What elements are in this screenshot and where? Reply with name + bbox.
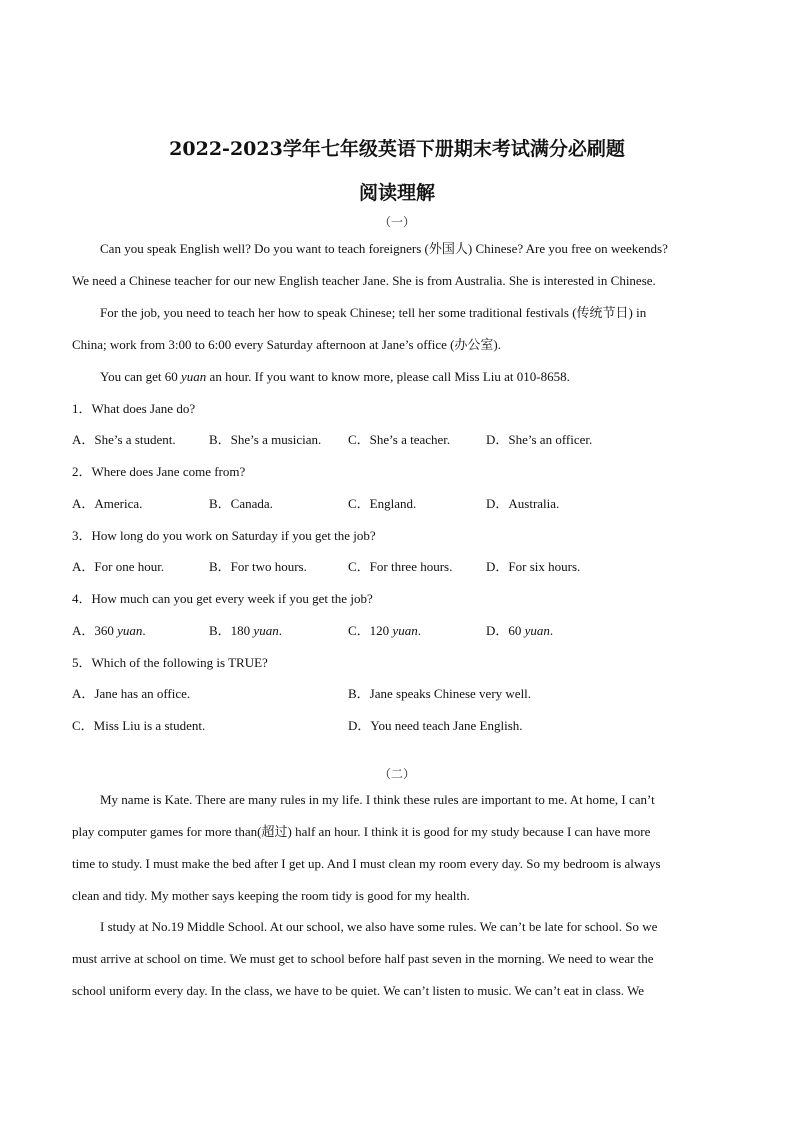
passage-2-line: clean and tidy. My mother says keeping the room tidy is good for my health.	[72, 888, 470, 903]
document-subtitle: 阅读理解	[358, 182, 435, 204]
question-4: 4．How much can you get every week if you get the job?	[72, 591, 373, 606]
passage-1-line: China; work from 3:00 to 6:00 every Saturday afternoon at Jane’s office (办公室).	[72, 337, 502, 352]
q5-option-c[interactable]: C．Miss Liu is a student.	[72, 718, 206, 733]
question-5: 5．Which of the following is TRUE?	[72, 655, 268, 670]
q3-option-c[interactable]: C．For three hours.	[348, 559, 453, 574]
passage-2-line: must arrive at school on time. We must get to school before half past seven in the morning. We need to wear the	[72, 951, 654, 966]
q5-option-b[interactable]: B．Jane speaks Chinese very well.	[348, 686, 532, 701]
q5-option-d[interactable]: D．You need teach Jane English.	[348, 718, 523, 733]
q2-option-b[interactable]: B．Canada.	[209, 496, 273, 511]
q4-option-d[interactable]: D．60 yuan.	[486, 623, 554, 638]
q2-option-d[interactable]: D．Australia.	[486, 496, 560, 511]
question-1: 1．What does Jane do?	[72, 401, 196, 416]
q1-option-c[interactable]: C．She’s a teacher.	[348, 432, 451, 447]
q4-option-c[interactable]: C．120 yuan.	[348, 623, 421, 638]
q4-option-b[interactable]: B．180 yuan.	[209, 623, 282, 638]
section-1-label: （一）	[378, 215, 415, 229]
q1-option-d[interactable]: D．She’s an officer.	[486, 432, 593, 447]
question-3: 3．How long do you work on Saturday if you get the job?	[72, 528, 376, 543]
q3-option-d[interactable]: D．For six hours.	[486, 559, 581, 574]
document-title: 2022-2023学年七年级英语下册期末考试满分必刷题	[169, 138, 625, 160]
q5-option-a[interactable]: A．Jane has an office.	[72, 686, 191, 701]
q1-option-b[interactable]: B．She’s a musician.	[209, 432, 322, 447]
q2-option-a[interactable]: A．America.	[72, 496, 143, 511]
passage-1-line: You can get 60 yuan an hour. If you want to know more, please call Miss Liu at 010-8658.	[100, 369, 570, 384]
section-2-label: （二）	[378, 767, 415, 781]
passage-2-line: play computer games for more than(超过) half an hour. I think it is good for my study because I can have more	[72, 824, 651, 839]
passage-1-line: For the job, you need to teach her how to speak Chinese; tell her some traditional festivals (传统节日) in	[100, 305, 647, 320]
q4-option-a[interactable]: A．360 yuan.	[72, 623, 146, 638]
q1-option-a[interactable]: A．She’s a student.	[72, 432, 176, 447]
passage-1-line: Can you speak English well? Do you want to teach foreigners (外国人) Chinese? Are you free on weekends?	[100, 241, 668, 256]
passage-2-line: I study at No.19 Middle School. At our school, we also have some rules. We can’t be late for school. So we	[100, 919, 658, 934]
passage-2-line: school uniform every day. In the class, we have to be quiet. We can’t listen to music. We can’t eat in class. We	[72, 983, 645, 998]
q2-option-c[interactable]: C．England.	[348, 496, 417, 511]
q3-option-a[interactable]: A．For one hour.	[72, 559, 165, 574]
passage-2-line: My name is Kate. There are many rules in my life. I think these rules are important to me. At home, I can’t	[100, 792, 655, 807]
q3-option-b[interactable]: B．For two hours.	[209, 559, 307, 574]
passage-1-line: We need a Chinese teacher for our new English teacher Jane. She is from Australia. She is interested in Chinese.	[72, 273, 656, 288]
question-2: 2．Where does Jane come from?	[72, 464, 246, 479]
passage-2-line: time to study. I must make the bed after I get up. And I must clean my room every day. So my bedroom is always	[72, 856, 661, 871]
